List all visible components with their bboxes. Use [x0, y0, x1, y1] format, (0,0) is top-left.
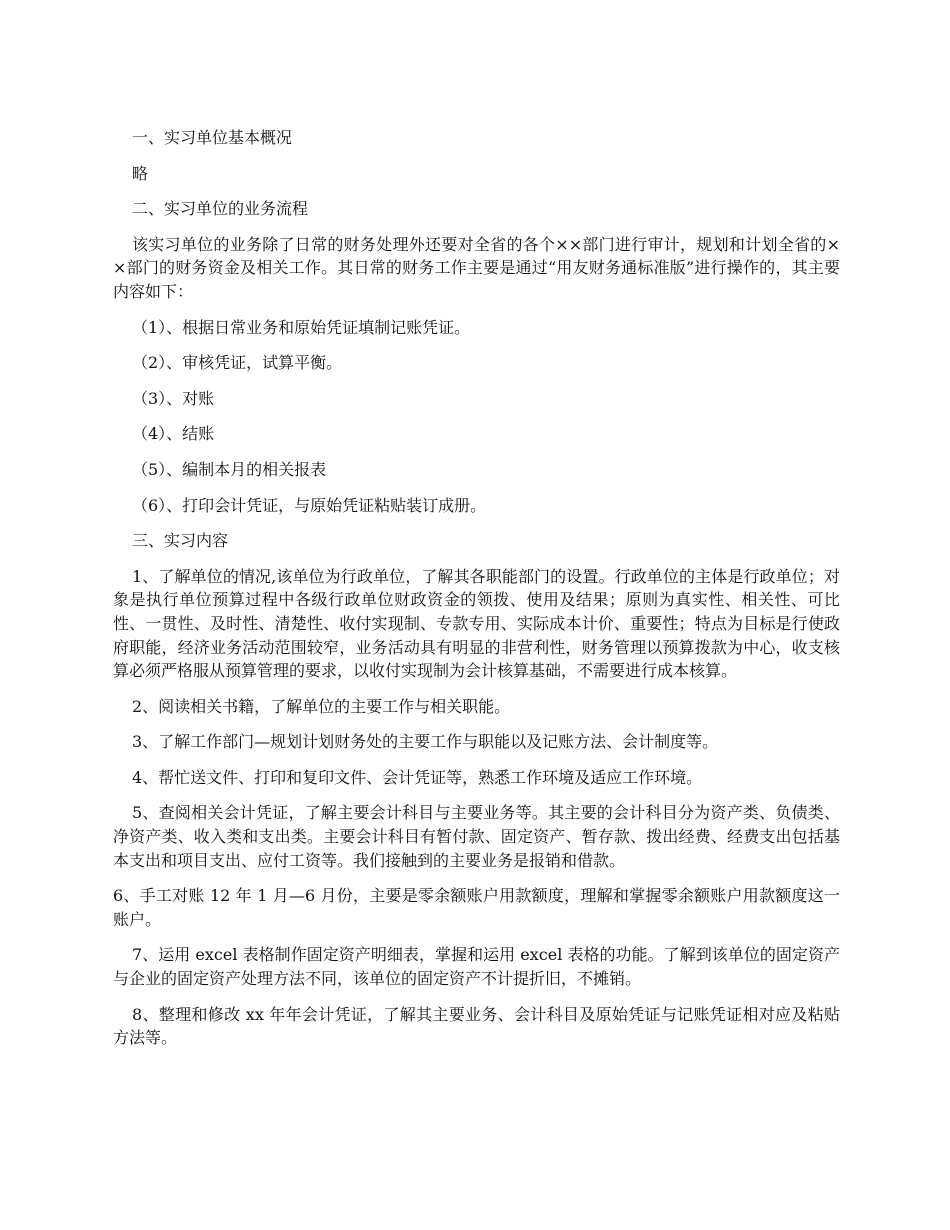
content-item-6: 6、手工对账 12 年 1 月—6 月份，主要是零余额账户用款额度，理解和掌握零余额账户用款额度这一账户。 [113, 886, 840, 929]
list-item-4: （4）、结账 [132, 424, 215, 444]
paragraph-omitted: 略 [132, 163, 149, 183]
content-item-3: 3、了解工作部门—规划计划财务处的主要工作与职能以及记账方法、会计制度等。 [132, 732, 719, 752]
content-item-5: 5、查阅相关会计凭证，了解主要会计科目与主要业务等。其主要的会计科目分为资产类、负债类、净资产类、收入类和支出类。主要会计科目有暂付款、固定资产、暂存款、拨出经费、经费支出包括基本支出和项目支出、应付工资等。我们接触到的主要业务是报销和借款。 [113, 803, 840, 870]
content-item-7: 7、运用 excel 表格制作固定资产明细表，掌握和运用 excel 表格的功能。了解到该单位的固定资产与企业的固定资产处理方法不同，该单位的固定资产不计提折旧，不摊销。 [113, 945, 840, 989]
content-item-2: 2、阅读相关书籍，了解单位的主要工作与相关职能。 [132, 696, 511, 716]
list-item-3: （3）、对账 [132, 388, 215, 408]
list-item-1: （1）、根据日常业务和原始凭证填制记账凭证。 [132, 317, 471, 337]
section-heading-3: 三、实习内容 [132, 531, 229, 551]
list-item-6: （6）、打印会计凭证，与原始凭证粘贴装订成册。 [132, 495, 487, 515]
content-item-8: 8、整理和修改 xx 年年会计凭证，了解其主要业务、会计科目及原始凭证与记账凭证相对应及粘贴方法等。 [113, 1004, 840, 1048]
content-item-4: 4、帮忙送文件、打印和复印文件、会计凭证等，熟悉工作环境及适应工作环境。 [132, 767, 703, 787]
section-heading-2: 二、实习单位的业务流程 [132, 199, 309, 219]
document-body [113, 126, 840, 1062]
content-item-1: 1、了解单位的情况,该单位为行政单位，了解其各职能部门的设置。行政单位的主体是行政单位；对象是执行单位预算过程中各级行政单位财政资金的领拨、使用及结果；原则为真实性、相关性、可比性、一贯性、及时性、清楚性、收付实现制、专款专用、实际成本计价、重要性；特点为目标是行使政府职能，经济业务活动范围较窄，业务活动具有明显的非营利性，财务管理以预算拨款为中心，收支核算必须严格服从预算管理的要求，以收付实现制为会计核算基础，不需要进行成本核算。 [113, 566, 840, 681]
list-item-5: （5）、编制本月的相关报表 [132, 459, 327, 479]
paragraph-business-intro: 该实习单位的业务除了日常的财务处理外还要对全省的各个××部门进行审计，规划和计划全省的××部门的财务资金及相关工作。其日常的财务工作主要是通过“用友财务通标准版”进行操作的，其主要内容如下： [113, 234, 840, 301]
list-item-2: （2）、审核凭证，试算平衡。 [132, 353, 343, 373]
section-heading-1: 一、实习单位基本概况 [132, 128, 293, 147]
